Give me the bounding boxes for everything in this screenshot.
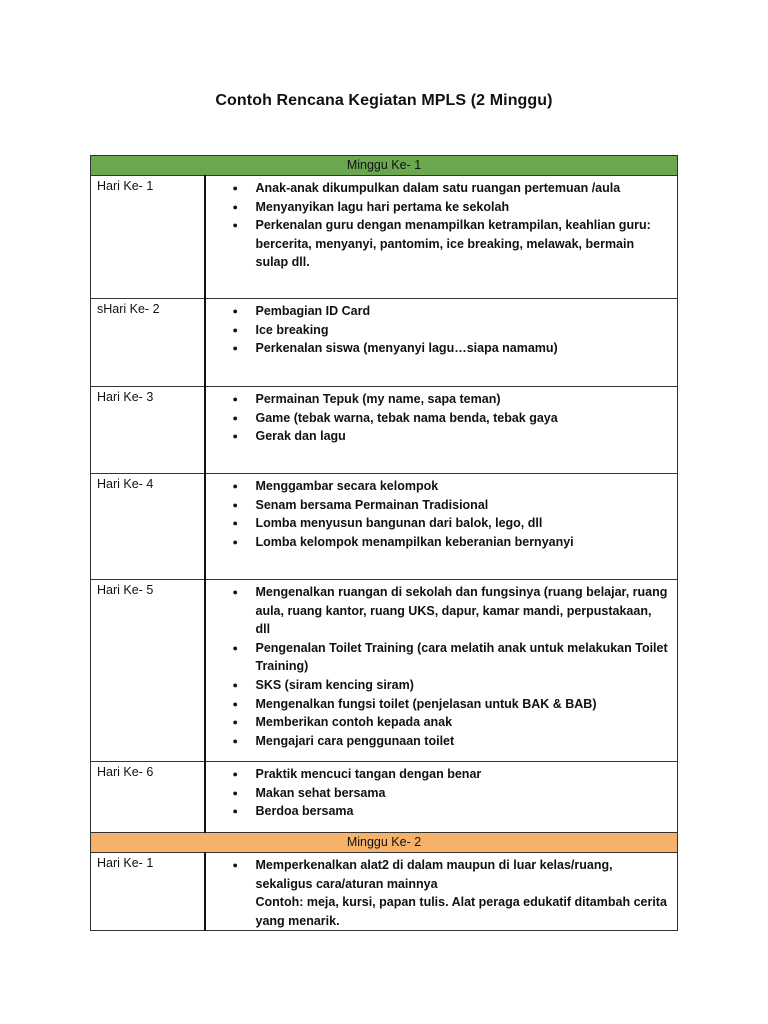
activity-item: ● Gerak dan lagu	[206, 427, 670, 446]
activity-item: ● Permainan Tepuk (my name, sapa teman)	[206, 390, 670, 409]
week-header: Minggu Ke- 2	[91, 833, 678, 853]
activity-item: ● Pembagian ID Card	[206, 302, 670, 321]
activity-item: ● Game (tebak warna, tebak nama benda, tebak gaya	[206, 409, 670, 428]
day-row	[91, 176, 678, 299]
day-row	[91, 762, 678, 833]
activities-cell	[205, 299, 678, 387]
activity-item: ● Menggambar secara kelompok	[206, 477, 670, 496]
day-row	[91, 474, 678, 580]
day-label: Hari Ke- 4	[91, 474, 205, 580]
activity-list	[206, 302, 670, 358]
activity-item: ● Praktik mencuci tangan dengan benar	[206, 765, 670, 784]
activity-item: ● Mengenalkan ruangan di sekolah dan fungsinya (ruang belajar, ruang aula, ruang kantor, ruang UKS, dapur, kamar mandi, perpustakaan, dll	[206, 583, 670, 639]
activity-list	[206, 179, 670, 272]
activity-item: ● Menyanyikan lagu hari pertama ke sekolah	[206, 198, 670, 217]
day-label: Hari Ke- 1	[91, 176, 205, 299]
activity-item: ● Mengenalkan fungsi toilet (penjelasan untuk BAK & BAB)	[206, 695, 670, 714]
activities-cell	[205, 176, 678, 299]
document-title: Contoh Rencana Kegiatan MPLS (2 Minggu)	[215, 92, 553, 109]
activity-item: ● Senam bersama Permainan Tradisional	[206, 496, 670, 515]
activity-note: Contoh: meja, kursi, papan tulis. Alat peraga edukatif ditambah cerita yang menarik.	[255, 895, 667, 928]
activity-plan-table	[90, 155, 678, 931]
activity-item: ● Mengajari cara penggunaan toilet	[206, 732, 670, 751]
activity-item: ● Memperkenalkan alat2 di dalam maupun di luar kelas/ruang, sekaligus cara/aturan mainnya	[206, 856, 670, 893]
activity-item: ● Perkenalan guru dengan menampilkan ketrampilan, keahlian guru: bercerita, menyanyi, pantomim, ice breaking, melawak, bermain sulap dll.	[206, 216, 670, 272]
activity-list	[206, 856, 670, 893]
activities-cell	[205, 387, 678, 474]
activity-item: ● Lomba kelompok menampilkan keberanian bernyanyi	[206, 533, 670, 552]
activity-list	[206, 765, 670, 821]
day-row	[91, 387, 678, 474]
activities-cell	[205, 474, 678, 580]
day-label: Hari Ke- 5	[91, 580, 205, 762]
activity-item: ● Perkenalan siswa (menyanyi lagu…siapa namamu)	[206, 339, 670, 358]
day-label: sHari Ke- 2	[91, 299, 205, 387]
week-header: Minggu Ke- 1	[91, 156, 678, 176]
activity-item: ● Berdoa bersama	[206, 802, 670, 821]
week-header-row	[91, 833, 678, 853]
activity-list	[206, 583, 670, 750]
activity-item: ● Pengenalan Toilet Training (cara melatih anak untuk melakukan Toilet Training)	[206, 639, 670, 676]
activities-cell	[205, 853, 678, 931]
day-label: Hari Ke- 6	[91, 762, 205, 833]
activity-item: ● Ice breaking	[206, 321, 670, 340]
week-header-row	[91, 156, 678, 176]
activity-item: ● Makan sehat bersama	[206, 784, 670, 803]
day-row	[91, 580, 678, 762]
day-label: Hari Ke- 1	[91, 853, 205, 931]
activities-cell	[205, 762, 678, 833]
activity-item: ● Lomba menyusun bangunan dari balok, lego, dll	[206, 514, 670, 533]
activity-list	[206, 390, 670, 446]
activity-item: ● SKS (siram kencing siram)	[206, 676, 670, 695]
day-label: Hari Ke- 3	[91, 387, 205, 474]
activity-list	[206, 477, 670, 551]
day-row	[91, 299, 678, 387]
day-row	[91, 853, 678, 931]
activity-item: ● Anak-anak dikumpulkan dalam satu ruangan pertemuan /aula	[206, 179, 670, 198]
activity-item: ● Memberikan contoh kepada anak	[206, 713, 670, 732]
activities-cell	[205, 580, 678, 762]
